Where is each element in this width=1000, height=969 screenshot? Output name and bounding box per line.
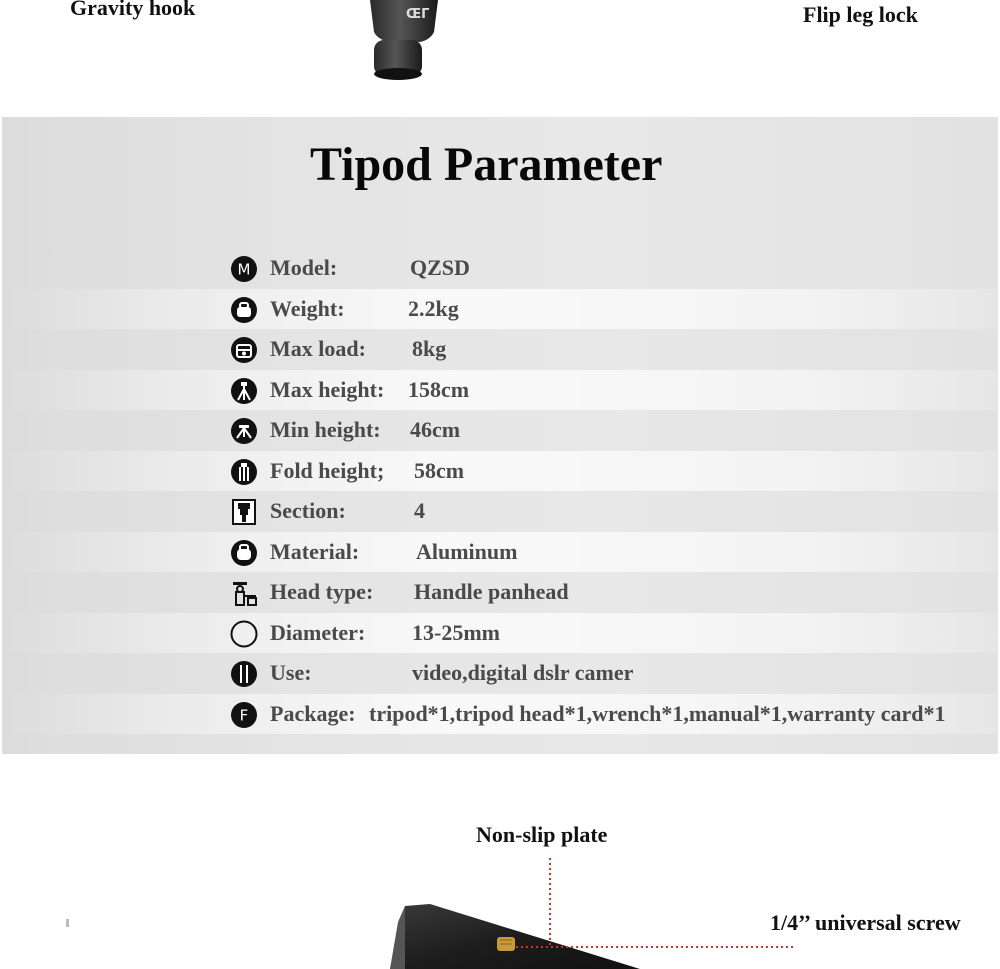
circle-outline-icon — [230, 620, 258, 648]
param-value: 13-25mm — [412, 620, 500, 645]
param-key: Diameter: — [270, 620, 366, 645]
param-row-max-load — [2, 329, 998, 369]
param-value: 2.2kg — [408, 296, 459, 321]
param-key: Use: — [270, 660, 312, 685]
use-icon — [230, 660, 258, 688]
param-value: Handle panhead — [414, 579, 569, 604]
param-row-diameter — [2, 613, 998, 653]
param-row-weight — [2, 289, 998, 329]
param-key: Head type: — [270, 579, 374, 604]
panel-title: Tipod Parameter — [310, 138, 663, 191]
param-key: Weight: — [270, 296, 345, 321]
letter-m-circle-icon — [230, 255, 258, 283]
param-value: video,digital dslr camer — [412, 660, 634, 685]
param-key: Min height: — [270, 417, 381, 442]
param-value: QZSD — [410, 255, 470, 280]
param-row-fold-height — [2, 451, 998, 491]
fold-icon — [230, 458, 258, 486]
svg-text:F: F — [239, 706, 249, 725]
flip-leg-lock-label: Flip leg lock — [803, 2, 918, 27]
param-value: Aluminum — [416, 539, 518, 564]
plate-illustration — [0, 754, 1000, 969]
letter-f-circle-icon — [230, 701, 258, 729]
param-row-use — [2, 653, 998, 693]
section-icon — [230, 498, 258, 526]
head-icon — [230, 579, 258, 607]
param-value: 46cm — [410, 417, 461, 442]
param-value: tripod*1,tripod head*1,wrench*1,manual*1,warranty card*1 — [369, 701, 946, 726]
tripod-min-icon — [230, 417, 258, 445]
gravity-hook-label: Gravity hook — [70, 0, 196, 20]
weight-icon — [230, 296, 258, 324]
universal-screw-label: 1/4’’ universal screw — [770, 910, 961, 935]
material-icon — [230, 539, 258, 567]
param-row-max-height — [2, 370, 998, 410]
param-key: Section: — [270, 498, 346, 523]
knob-text: ŒΓ — [406, 7, 430, 22]
param-value: 58cm — [414, 458, 465, 483]
tripod-icon — [230, 377, 258, 405]
param-value: 158cm — [408, 377, 470, 402]
param-row-head-type — [2, 572, 998, 612]
param-value: 4 — [414, 498, 425, 523]
param-row-package — [2, 694, 998, 734]
tripod-knob-image — [360, 0, 450, 85]
non-slip-plate-label: Non-slip plate — [476, 822, 608, 847]
param-key: Package: — [270, 701, 356, 726]
parameter-panel — [2, 117, 998, 754]
param-value: 8kg — [412, 336, 447, 361]
param-key: Material: — [270, 539, 360, 564]
param-row-min-height — [2, 410, 998, 450]
svg-text:M: M — [237, 260, 251, 279]
param-key: Model: — [270, 255, 338, 280]
param-key: Max height: — [270, 377, 385, 402]
scale-icon — [230, 336, 258, 364]
param-key: Fold height; — [270, 458, 385, 483]
param-row-material — [2, 532, 998, 572]
param-key: Max load: — [270, 336, 366, 361]
quick-release-plate-image — [0, 754, 1000, 969]
param-row-section — [2, 491, 998, 531]
param-row-model — [2, 248, 998, 288]
